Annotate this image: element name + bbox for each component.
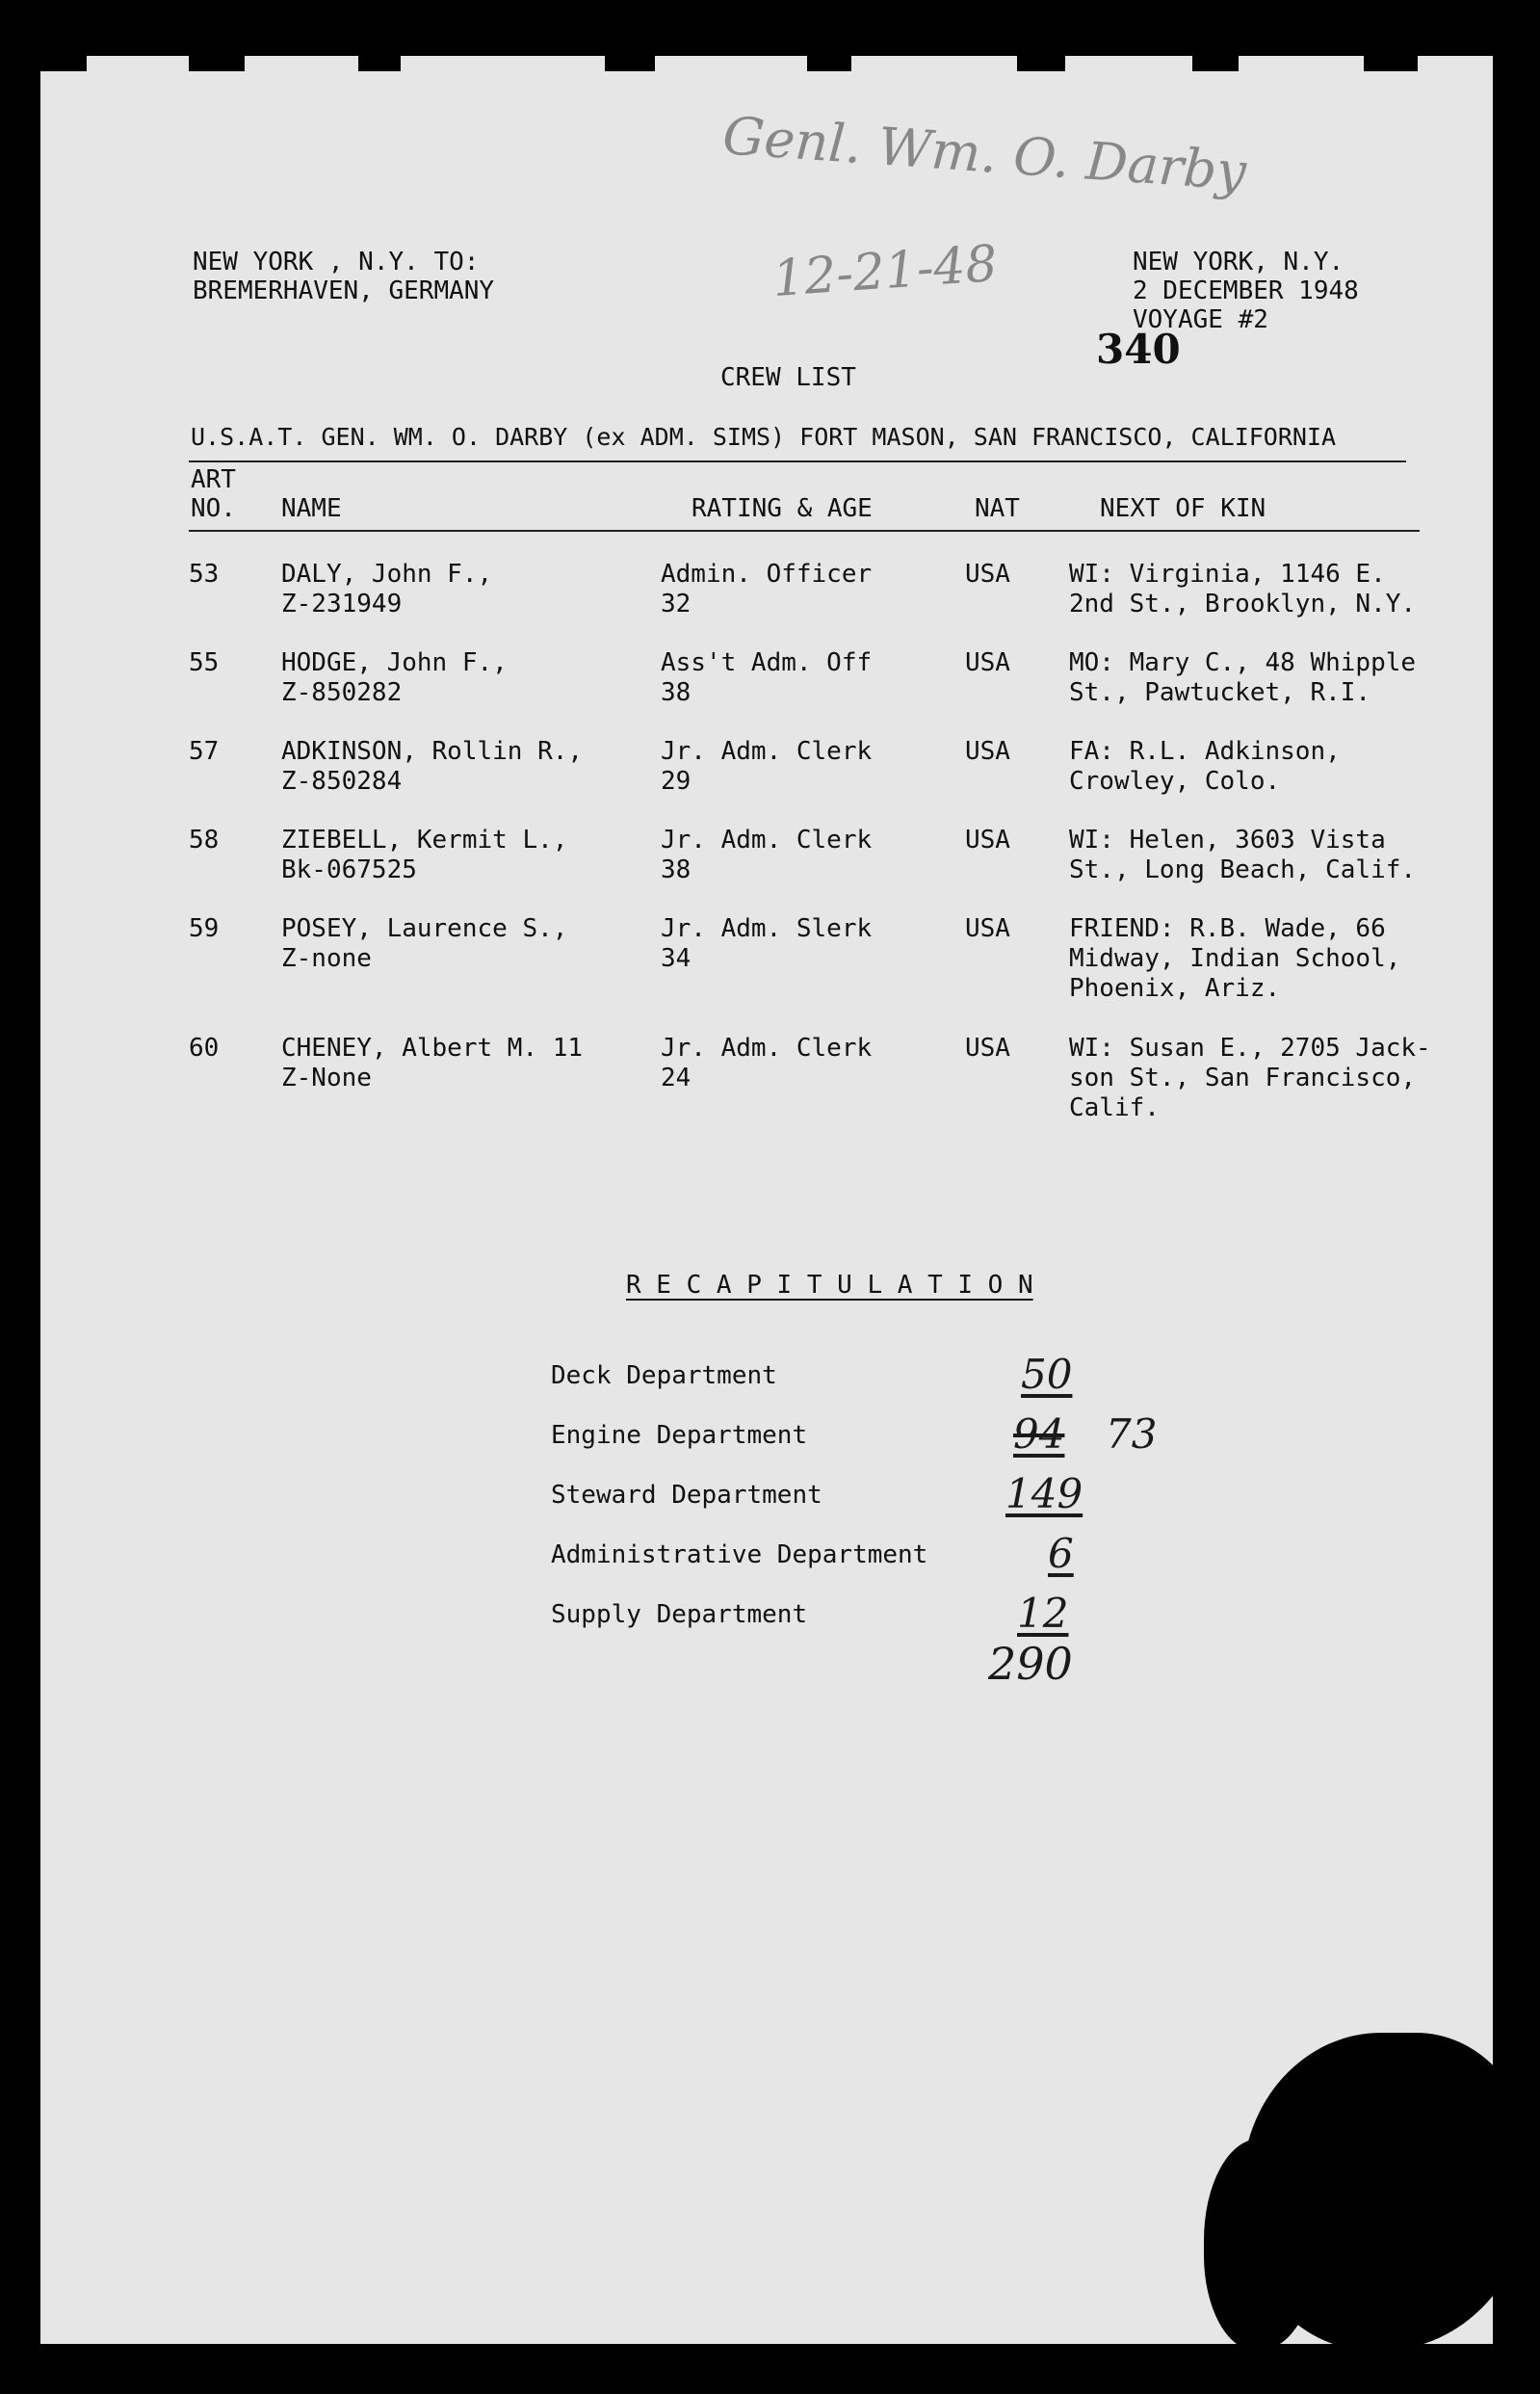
crew-art-no: 60 xyxy=(189,1034,220,1063)
top-edge-notch xyxy=(40,39,87,71)
crew-next-of-kin: Calif. xyxy=(1069,1093,1160,1122)
crew-id: Z-None xyxy=(281,1064,372,1092)
route-from: NEW YORK , N.Y. TO: xyxy=(193,248,480,276)
top-edge-notch xyxy=(189,39,245,71)
divider xyxy=(189,460,1406,462)
column-nationality: NAT xyxy=(975,494,1020,523)
crew-id: Z-850284 xyxy=(281,767,403,796)
recap-value: 6 xyxy=(1048,1530,1074,1577)
crew-art-no: 57 xyxy=(189,737,220,766)
crew-rating: Jr. Adm. Slerk xyxy=(661,914,873,943)
recap-row xyxy=(551,1470,1225,1524)
crew-id: Bk-067525 xyxy=(281,855,417,884)
crew-next-of-kin: St., Pawtucket, R.I. xyxy=(1069,678,1371,707)
column-art-no: NO. xyxy=(191,494,236,523)
crew-nationality: USA xyxy=(965,1034,1010,1063)
recap-value: 50 xyxy=(1021,1351,1073,1398)
crew-next-of-kin: FA: R.L. Adkinson, xyxy=(1069,737,1341,766)
crew-name: DALY, John F., xyxy=(281,560,493,589)
top-edge-notch xyxy=(1017,39,1065,71)
top-edge-notch xyxy=(605,39,655,71)
crew-rating: Jr. Adm. Clerk xyxy=(661,826,873,855)
crew-age: 34 xyxy=(661,944,692,973)
column-name: NAME xyxy=(281,494,342,523)
recap-label: Steward Department xyxy=(551,1481,822,1510)
crew-rating: Admin. Officer xyxy=(661,560,873,589)
crew-art-no: 59 xyxy=(189,914,220,943)
crew-nationality: USA xyxy=(965,826,1010,855)
column-rating-age: RATING & AGE xyxy=(692,494,873,523)
recap-value: 94 xyxy=(1013,1410,1065,1458)
crew-next-of-kin: WI: Helen, 3603 Vista xyxy=(1069,826,1386,855)
crew-age: 38 xyxy=(661,855,692,884)
crew-name: ADKINSON, Rollin R., xyxy=(281,737,584,766)
crew-next-of-kin: Midway, Indian School, xyxy=(1069,944,1401,973)
crew-art-no: 55 xyxy=(189,648,220,677)
crew-next-of-kin: 2nd St., Brooklyn, N.Y. xyxy=(1069,590,1417,618)
crew-next-of-kin: son St., San Francisco, xyxy=(1069,1064,1417,1092)
crew-nationality: USA xyxy=(965,914,1010,943)
crew-rating: Jr. Adm. Clerk xyxy=(661,1034,873,1063)
crew-art-no: 53 xyxy=(189,560,220,589)
handwritten-date: 12-21-48 xyxy=(770,234,1000,309)
crew-nationality: USA xyxy=(965,560,1010,589)
recap-label: Supply Department xyxy=(551,1600,808,1629)
crew-rating: Jr. Adm. Clerk xyxy=(661,737,873,766)
recap-row xyxy=(551,1410,1225,1464)
crew-rating: Ass't Adm. Off xyxy=(661,648,873,677)
recap-value: 149 xyxy=(1005,1470,1083,1517)
top-edge-notch xyxy=(358,39,401,71)
document-page xyxy=(40,56,1493,2344)
recap-title: R E C A P I T U L A T I O N xyxy=(626,1271,1033,1300)
divider xyxy=(189,530,1420,532)
recap-correction: 73 xyxy=(1106,1410,1158,1458)
recap-label: Engine Department xyxy=(551,1421,808,1450)
crew-next-of-kin: Phoenix, Ariz. xyxy=(1069,974,1281,1003)
crew-id: Z-231949 xyxy=(281,590,403,618)
route-to: BREMERHAVEN, GERMANY xyxy=(193,276,495,305)
crew-nationality: USA xyxy=(965,648,1010,677)
handwritten-title: Genl. Wm. O. Darby xyxy=(720,105,1248,202)
crew-id: Z-none xyxy=(281,944,372,973)
voyage-number: VOYAGE #2 xyxy=(1133,305,1268,334)
crew-age: 32 xyxy=(661,590,692,618)
recap-total: 290 xyxy=(988,1638,1073,1690)
departure-port: NEW YORK, N.Y. xyxy=(1133,248,1344,276)
top-edge-notch xyxy=(1364,39,1418,71)
crew-next-of-kin: FRIEND: R.B. Wade, 66 xyxy=(1069,914,1386,943)
crew-art-no: 58 xyxy=(189,826,220,855)
recap-row xyxy=(551,1590,1225,1644)
recap-label: Deck Department xyxy=(551,1361,777,1390)
crew-next-of-kin: WI: Virginia, 1146 E. xyxy=(1069,560,1386,589)
crew-next-of-kin: St., Long Beach, Calif. xyxy=(1069,855,1417,884)
recap-row xyxy=(551,1530,1225,1584)
column-next-of-kin: NEXT OF KIN xyxy=(1100,494,1266,523)
crew-name: POSEY, Laurence S., xyxy=(281,914,568,943)
crew-id: Z-850282 xyxy=(281,678,403,707)
top-edge-notch xyxy=(807,39,851,71)
crew-age: 29 xyxy=(661,767,692,796)
crew-name: HODGE, John F., xyxy=(281,648,508,677)
departure-date: 2 DECEMBER 1948 xyxy=(1133,276,1359,305)
vessel-line: U.S.A.T. GEN. WM. O. DARBY (ex ADM. SIMS) FORT MASON, SAN FRANCISCO, CALIFORNIA xyxy=(191,423,1337,451)
crew-name: ZIEBELL, Kermit L., xyxy=(281,826,568,855)
recap-label: Administrative Department xyxy=(551,1540,928,1569)
crew-nationality: USA xyxy=(965,737,1010,766)
top-edge-notch xyxy=(1192,39,1239,71)
crew-next-of-kin: WI: Susan E., 2705 Jack- xyxy=(1069,1034,1431,1063)
crew-age: 38 xyxy=(661,678,692,707)
stamp-number: 340 xyxy=(1096,326,1181,373)
crew-age: 24 xyxy=(661,1064,692,1092)
column-art-no: ART xyxy=(191,465,236,494)
crew-next-of-kin: MO: Mary C., 48 Whipple xyxy=(1069,648,1417,677)
recap-row xyxy=(551,1351,1225,1405)
crew-next-of-kin: Crowley, Colo. xyxy=(1069,767,1281,796)
list-title: CREW LIST xyxy=(720,363,856,392)
recap-value: 12 xyxy=(1017,1590,1069,1637)
crew-name: CHENEY, Albert M. 11 xyxy=(281,1034,584,1063)
